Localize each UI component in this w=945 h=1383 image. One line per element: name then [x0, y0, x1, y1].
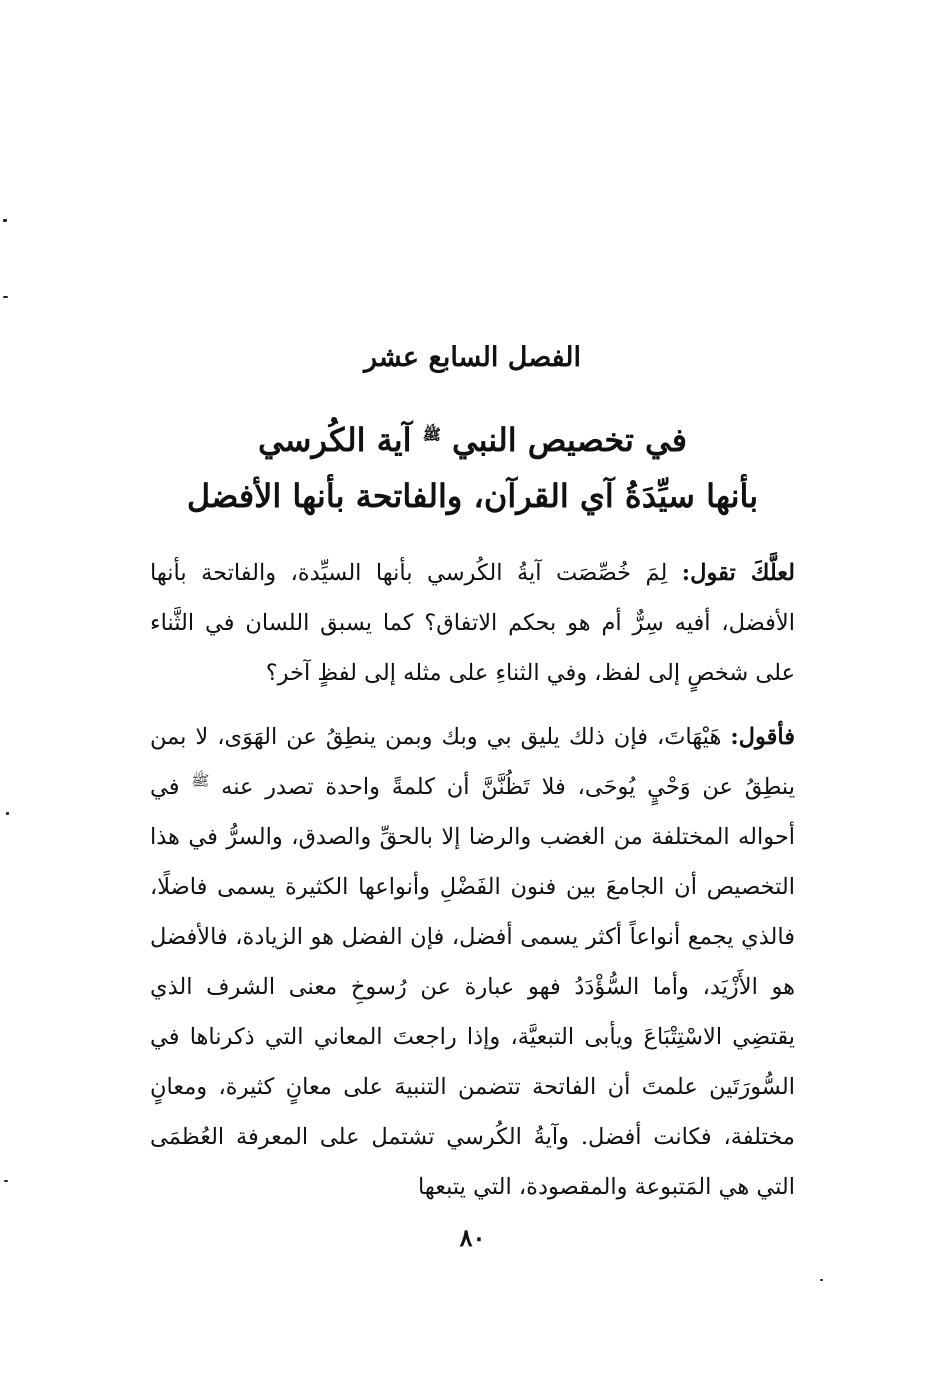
scan-speck: [3, 219, 7, 222]
chapter-title-line-1-end: آية الكُرسي: [258, 421, 412, 459]
scan-speck: [3, 296, 8, 298]
page-number: ٨٠: [459, 1223, 486, 1252]
scan-speck: [4, 1180, 8, 1182]
paragraph-1-text: لِمَ خُصِّصَت آيةُ الكُرسي بأنها السيِّدة، والفاتحة بأنها الأفضل، أفيه سِرٌّ أم هو بحكم الاتفاق؟ كما يسبق اللسان في الثَّناء على شخصٍ إلى لفظ، وفي الثناءِ على مثله إلى لفظٍ آخر؟: [150, 560, 795, 686]
paragraph-2-text-before: هَيْهَاتَ، فإن ذلك يليق بي وبك وبمن ينطِقُ عن الهَوَى، لا بمن ينطِقُ عن وَحْيٍ يُوحَى، فلا تَظُنَّنَّ أن كلمةً واحدة تصدر عنه: [150, 724, 795, 800]
paragraph-2-text-after: في أحواله المختلفة من الغضب والرضا إلا بالحقِّ والصدق، والسرُّ في هذا التخصيص أن الجامعَ بين فنون الفَضْلِ وأنواعها الكثيرة يسمى فاضلًا، فالذي يجمع أنواعاً أكثر يسمى أفضل، فإن الفضل هو الزيادة، فالأفضل هو الأَزْيَد، وأما السُّؤْدَدُ فهو عبارة عن رُسوخِ معنى الشرف الذي يقتضِي الاسْتِتْبَاعَ ويأبى التبعيَّة، وإذا راجعتَ المعاني التي ذكرناها في السُّورَتَين علمتَ أن الفاتحة تتضمن التنبيهَ على معانٍ كثيرة، ومعانٍ مختلفة، فكانت أفضل. وآيةُ الكُرسي تشتمل على المعرفة العُظمَى التي هي المَتبوعة والمقصودة، التي يتبعها: [150, 774, 795, 1200]
paragraph-2-lead: فأقول:: [730, 724, 795, 750]
chapter-title: [120, 412, 825, 524]
paragraph-2: [150, 712, 795, 1212]
paragraph-2-honorific: ﷺ: [191, 771, 210, 790]
chapter-heading: الفصل السابع عشر: [363, 342, 582, 373]
chapter-title-line-1-start: في تخصيص النبي: [451, 421, 687, 459]
body-text: [150, 548, 795, 1212]
scan-speck: [820, 1279, 823, 1281]
chapter-title-line-2: بأنها سيِّدَةُ آي القرآن، والفاتحة بأنها الأفضل: [186, 477, 759, 515]
scan-speck: [6, 812, 9, 815]
paragraph-1: [150, 548, 795, 698]
chapter-title-line-1: [120, 412, 825, 468]
honorific-symbol: ﷺ: [422, 425, 441, 444]
paragraph-1-lead: لعلَّكَ تقول:: [681, 560, 795, 586]
